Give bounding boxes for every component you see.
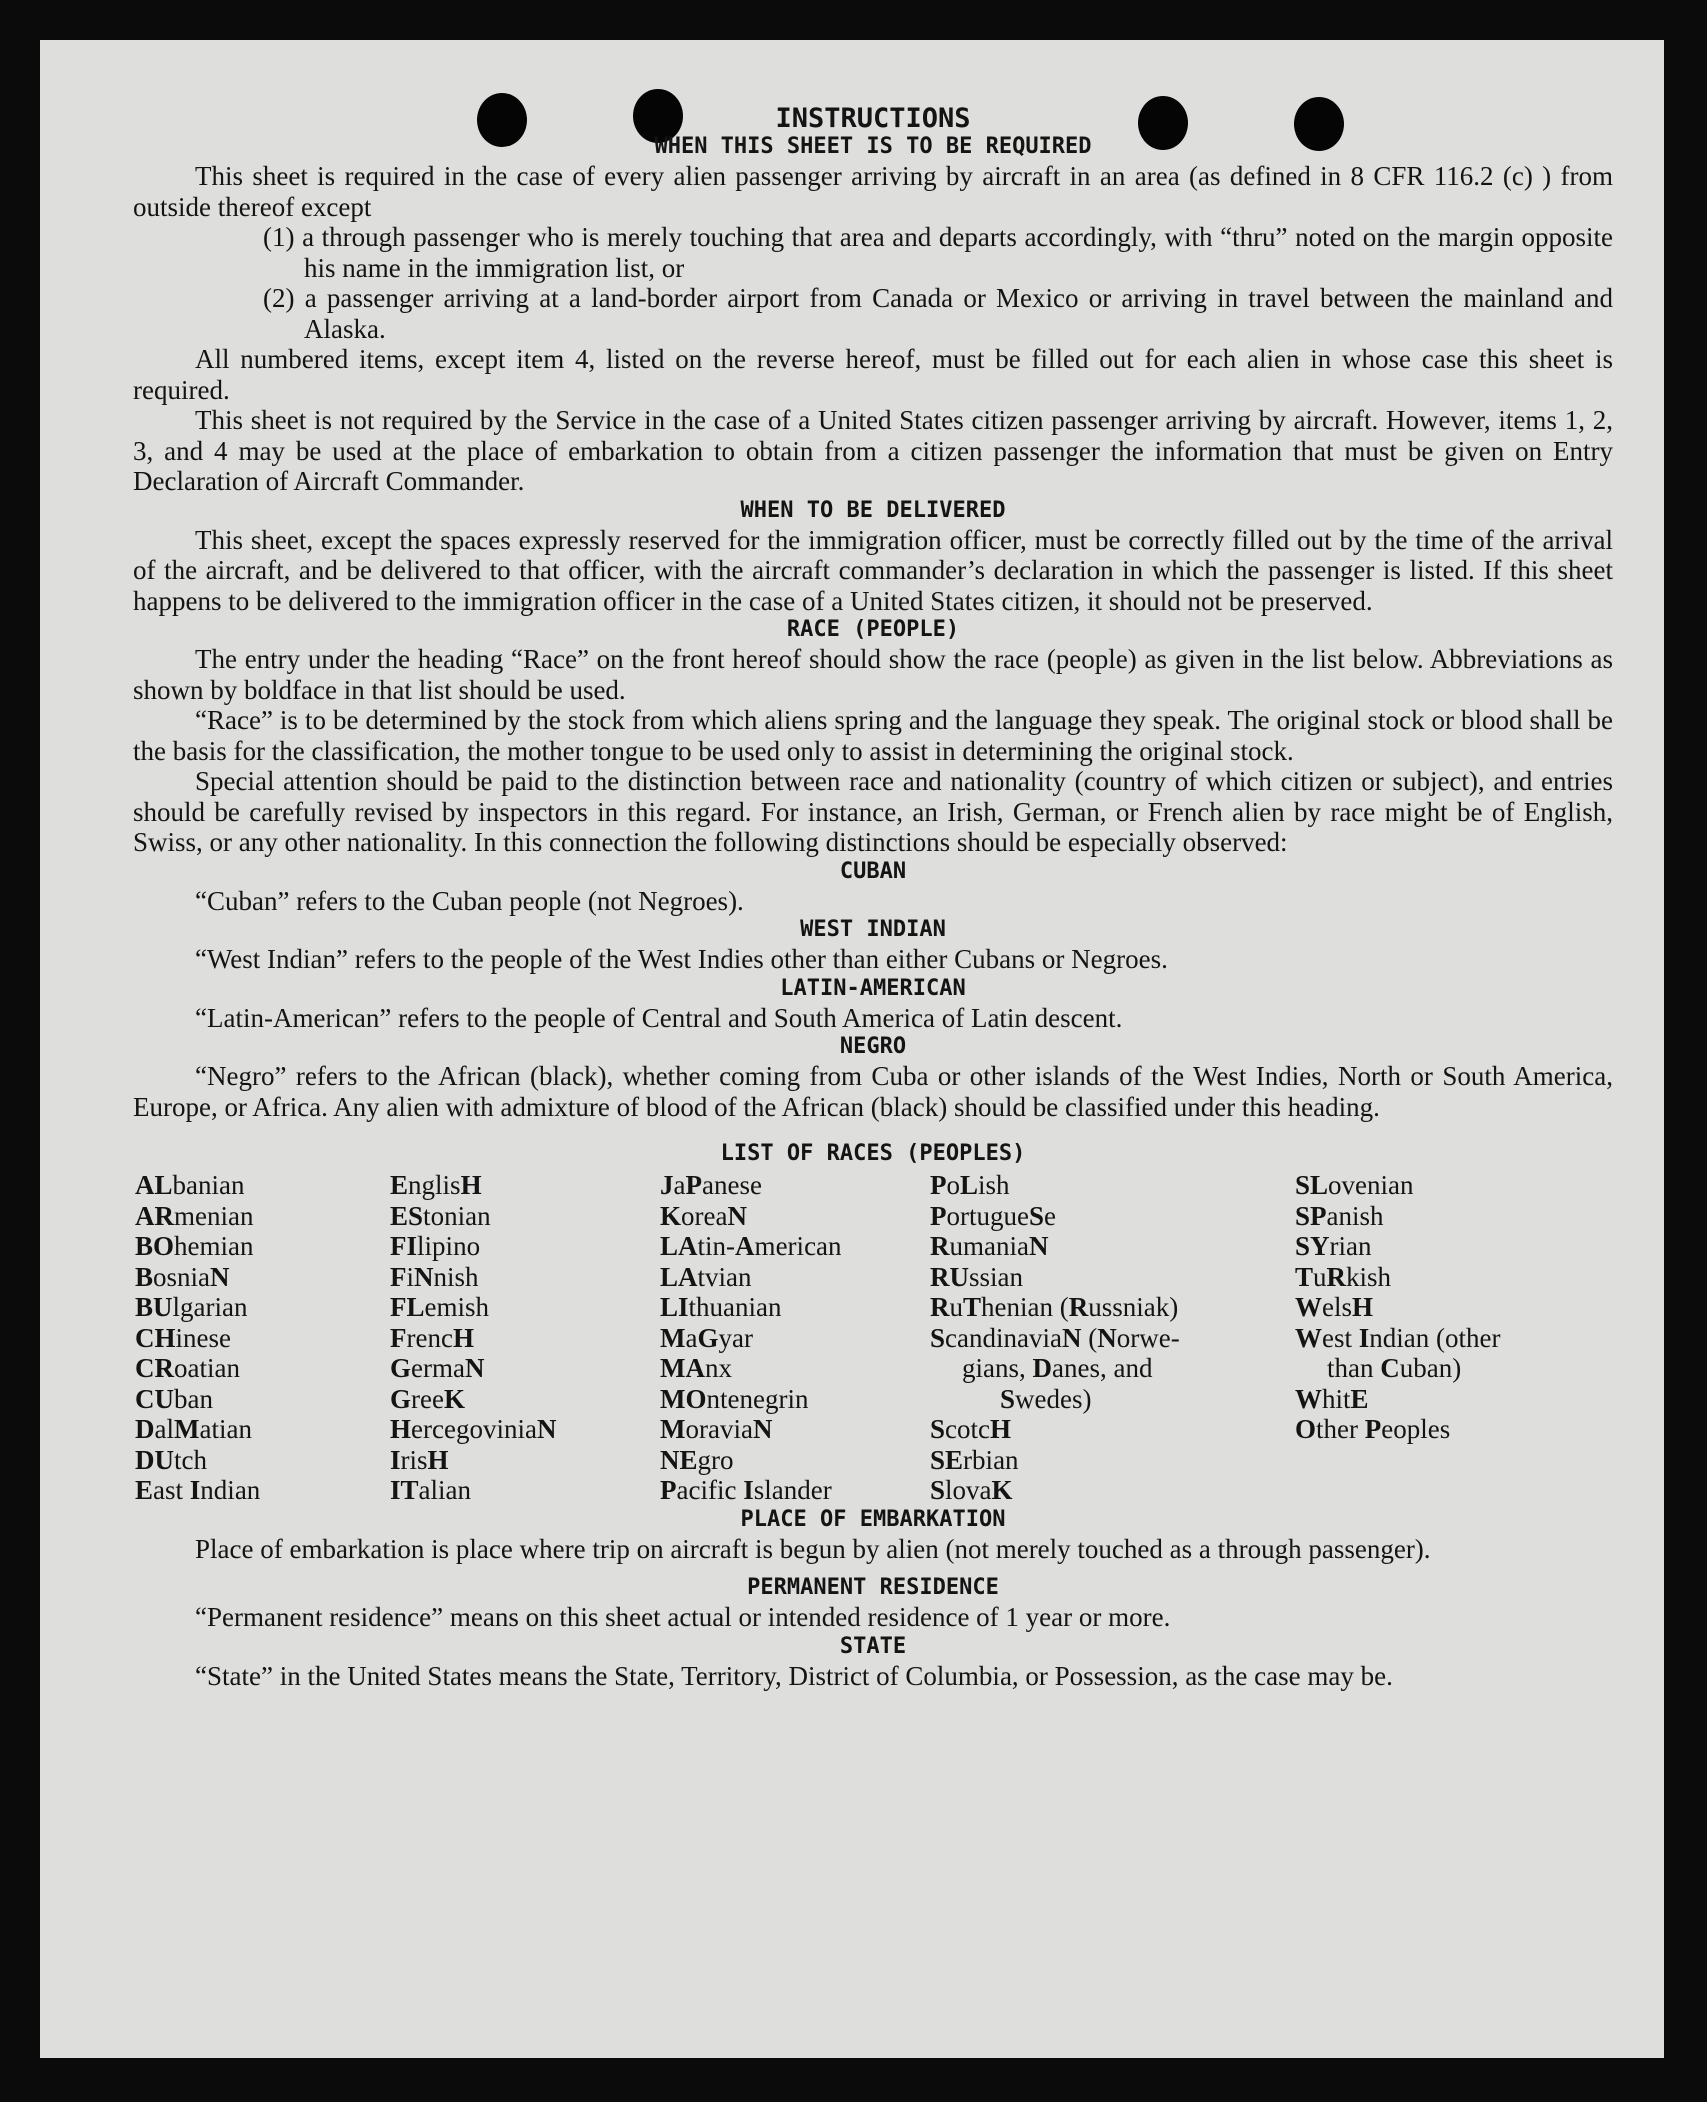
race-item: than Cuban) [1327, 1353, 1462, 1383]
race-item: FiNnish [390, 1261, 479, 1292]
section-heading: RACE (PEOPLE) [786, 617, 960, 642]
race-item: DalMatian [135, 1414, 252, 1444]
section-heading: PLACE OF EMBARKATION [740, 1506, 1006, 1532]
paragraph: This sheet, except the spaces expressly reserved for the immigration officer, must be correctly filled out by the time of the arrival of the aircraft, and be delivered to that officer, with the aircraft commander’s declaration in which the passenger is listed. If this sheet happens to be delivered to the immigration officer in the case of a United States citizen, it should not be preserved. [133, 524, 1613, 616]
race-item: ALbanian [135, 1170, 245, 1200]
race-item: SYrian [1295, 1231, 1372, 1261]
paragraph: “Cuban” refers to the Cuban people (not Negroes). [195, 885, 744, 916]
race-item: BosniaN [135, 1261, 230, 1292]
paragraph: “Race” is to be determined by the stock from which aliens spring and the language they speak. The original stock or blood shall be the basis for the classification, the mother tongue to be used only to assist in determining the original stock. [133, 705, 1613, 766]
race-item: MAnx [660, 1353, 732, 1383]
instructions-body [133, 105, 1613, 1691]
paragraph: The entry under the heading “Race” on the front hereof should show the race (people) as given in the list below. Abbreviations as shown by boldface in that list should be used. [133, 644, 1613, 705]
race-item: GermaN [390, 1353, 485, 1383]
race-item: GreeK [390, 1383, 465, 1414]
race-item: JaPanese [660, 1170, 762, 1200]
race-item: KoreaN [660, 1200, 747, 1231]
section-heading: WHEN THIS SHEET IS TO BE REQUIRED [654, 134, 1092, 159]
section-heading: NEGRO [839, 1034, 907, 1059]
section-heading: CUBAN [839, 858, 907, 884]
paragraph: “Latin-American” refers to the people of Central and South America of Latin descent. [195, 1002, 1123, 1033]
section-heading: LATIN-AMERICAN [780, 975, 966, 1001]
race-item: FLemish [390, 1292, 490, 1322]
race-item: RUssian [930, 1261, 1024, 1292]
races-column [390, 1170, 660, 1506]
paragraph: “West Indian” refers to the people of the West Indies other than either Cubans or Negroes. [195, 944, 1168, 974]
race-item: SlovaK [930, 1475, 1013, 1505]
paragraph: Place of embarkation is place where trip on aircraft is begun by alien (not merely touched as a through passenger). [195, 1533, 1431, 1564]
paragraph: Special attention should be paid to the distinction between race and nationality (country of which citizen or subject), and entries should be carefully revised by inspectors in this regard. For instance, an Irish, German, or French alien by race might be of English, Swiss, or any other nationality. In this connection the following distinctions should be especially observed: [133, 766, 1613, 857]
race-item: WelsH [1295, 1292, 1374, 1322]
paragraph: This sheet is required in the case of every alien passenger arriving by aircraft in an area (as defined in 8 CFR 116.2 (c) ) from outside thereof except [133, 161, 1613, 222]
race-item: SLovenian [1295, 1170, 1414, 1200]
race-item: CUban [135, 1383, 213, 1414]
race-item: EStonian [390, 1200, 491, 1231]
section-heading: STATE [839, 1633, 907, 1659]
race-item: WhitE [1295, 1383, 1369, 1414]
paragraph: This sheet is not required by the Service in the case of a United States citizen passenger arriving by aircraft. However, items 1, 2, 3, and 4 may be used at the place of embarkation to obtain from a citizen passenger the information that must be given on Entry Declaration of Aircraft Commander. [133, 405, 1613, 496]
races-column [930, 1170, 1295, 1506]
race-item: HercegoviniaN [390, 1414, 557, 1444]
race-item: Other Peoples [1295, 1414, 1451, 1444]
race-item: LAtvian [660, 1261, 752, 1292]
section-heading: WHEN TO BE DELIVERED [740, 497, 1006, 523]
race-item: PoLish [930, 1170, 1010, 1200]
paragraph: “State” in the United States means the State, Territory, District of Columbia, or Possession, as the case may be. [195, 1660, 1393, 1691]
section-heading: PERMANENT RESIDENCE [747, 1575, 999, 1600]
race-item: West Indian (other [1295, 1322, 1501, 1353]
race-item: Swedes) [1000, 1383, 1092, 1414]
section-heading: LIST OF RACES (PEOPLES) [720, 1141, 1026, 1166]
races-column [1295, 1170, 1615, 1506]
race-item: gians, Danes, and [962, 1353, 1153, 1383]
race-item: FIlipino [390, 1231, 481, 1261]
race-item: East Indian [135, 1475, 261, 1505]
race-item: RuThenian (Russniak) [930, 1292, 1179, 1322]
races-column [660, 1170, 930, 1506]
races-list [133, 1170, 1613, 1506]
race-item: CRoatian [135, 1353, 240, 1383]
race-item: MoraviaN [660, 1414, 773, 1444]
race-item: ScotcH [930, 1414, 1012, 1444]
race-item: Pacific Islander [660, 1475, 832, 1505]
race-item: ScandinaviaN (Norwe- [930, 1322, 1180, 1353]
race-item: SErbian [930, 1444, 1019, 1475]
race-item: PortugueSe [930, 1200, 1057, 1231]
race-item: CHinese [135, 1322, 232, 1353]
section-heading: WEST INDIAN [800, 917, 946, 942]
paragraph: “Negro” refers to the African (black), whether coming from Cuba or other islands of the West Indies, North or South America, Europe, or Africa. Any alien with admixture of blood of the African (black) should be classified under this heading. [133, 1061, 1613, 1122]
race-item: ARmenian [135, 1200, 254, 1231]
race-item: RumaniaN [930, 1231, 1049, 1261]
race-item: DUtch [135, 1444, 207, 1475]
race-item: MOntenegrin [660, 1383, 809, 1414]
paragraph: All numbered items, except item 4, listed on the reverse hereof, must be filled out for each alien in whose case this sheet is required. [133, 344, 1613, 405]
list-item: (2) a passenger arriving at a land-border airport from Canada or Mexico or arriving in travel between the mainland and Alaska. [263, 283, 1613, 344]
race-item: IrisH [390, 1444, 449, 1475]
race-item: MaGyar [660, 1322, 753, 1353]
race-item: BOhemian [135, 1231, 254, 1261]
races-column [135, 1170, 390, 1506]
document-sheet [40, 40, 1664, 2058]
race-item: NEgro [660, 1444, 734, 1475]
race-item: SPanish [1295, 1200, 1384, 1231]
race-item: FrencH [390, 1322, 474, 1353]
paragraph: “Permanent residence” means on this sheet actual or intended residence of 1 year or more. [195, 1602, 1171, 1632]
race-item: EnglisH [390, 1170, 482, 1200]
race-item: LIthuanian [660, 1292, 782, 1322]
race-item: ITalian [390, 1475, 472, 1505]
race-item: BUlgarian [135, 1292, 248, 1322]
race-item: LAtin-American [660, 1231, 842, 1261]
race-item: TuRkish [1295, 1261, 1392, 1292]
list-item: (1) a through passenger who is merely touching that area and departs accordingly, with “thru” noted on the margin opposite his name in the immigration list, or [263, 222, 1613, 283]
page-title: INSTRUCTIONS [775, 103, 971, 134]
